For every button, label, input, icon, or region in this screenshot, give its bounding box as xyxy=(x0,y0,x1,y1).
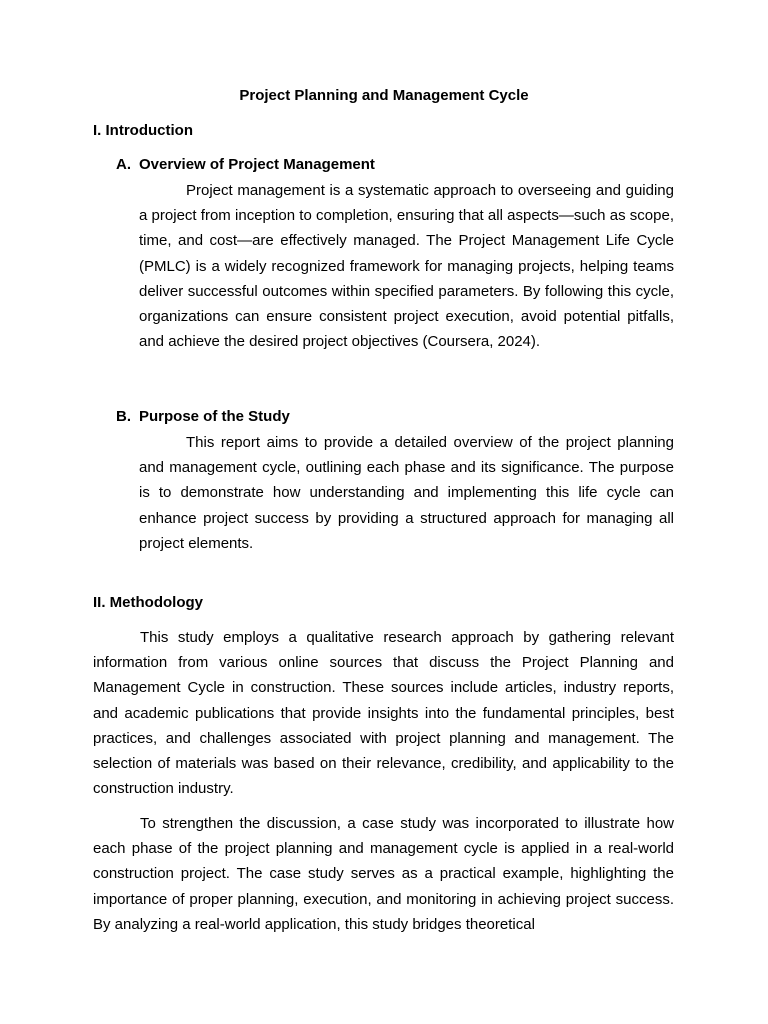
methodology-paragraph-2: To strengthen the discussion, a case study was incorporated to illustrate how each phase of the project planning and management cycle is applied in a real-world construction project. The case study serves as a practical example, highlighting the importance of proper planning, execution, and monitoring in achieving project success. By analyzing a real-world application, this study bridges theoretical xyxy=(93,815,674,933)
section-heading-methodology: II. Methodology xyxy=(93,594,203,611)
methodology-paragraph-1: This study employs a qualitative research approach by gathering relevant information from various online sources that discuss the Project Planning and Management Cycle in construction. These sources include articles, industry reports, and academic publications that provide insights into the fundamental principles, best practices, and challenges associated with project planning and management. The selection of materials was based on their relevance, credibility, and applicability to the construction industry. xyxy=(93,629,674,798)
purpose-paragraph: This report aims to provide a detailed overview of the project planning and management cycle, outlining each phase and its significance. The purpose is to demonstrate how understanding and implementing this life cycle can enhance project success by providing a structured approach for managing all project elements. xyxy=(139,434,674,552)
subsection-a-marker: A. xyxy=(116,156,131,173)
subsection-b-marker: B. xyxy=(116,408,131,425)
document-title: Project Planning and Management Cycle xyxy=(239,87,529,104)
overview-paragraph: Project management is a systematic approach to overseeing and guiding a project from inception to completion, ensuring that all aspects—such as scope, time, and cost—are effectively managed. The Project Management Life Cycle (PMLC) is a widely recognized framework for managing projects, helping teams deliver successful outcomes within specified parameters. By following this cycle, organizations can ensure consistent project execution, avoid potential pitfalls, and achieve the desired project objectives (Coursera, 2024). xyxy=(139,182,674,351)
subsection-a-title: Overview of Project Management xyxy=(139,156,375,173)
subsection-b-title: Purpose of the Study xyxy=(139,408,290,425)
section-heading-introduction: I. Introduction xyxy=(93,122,193,139)
